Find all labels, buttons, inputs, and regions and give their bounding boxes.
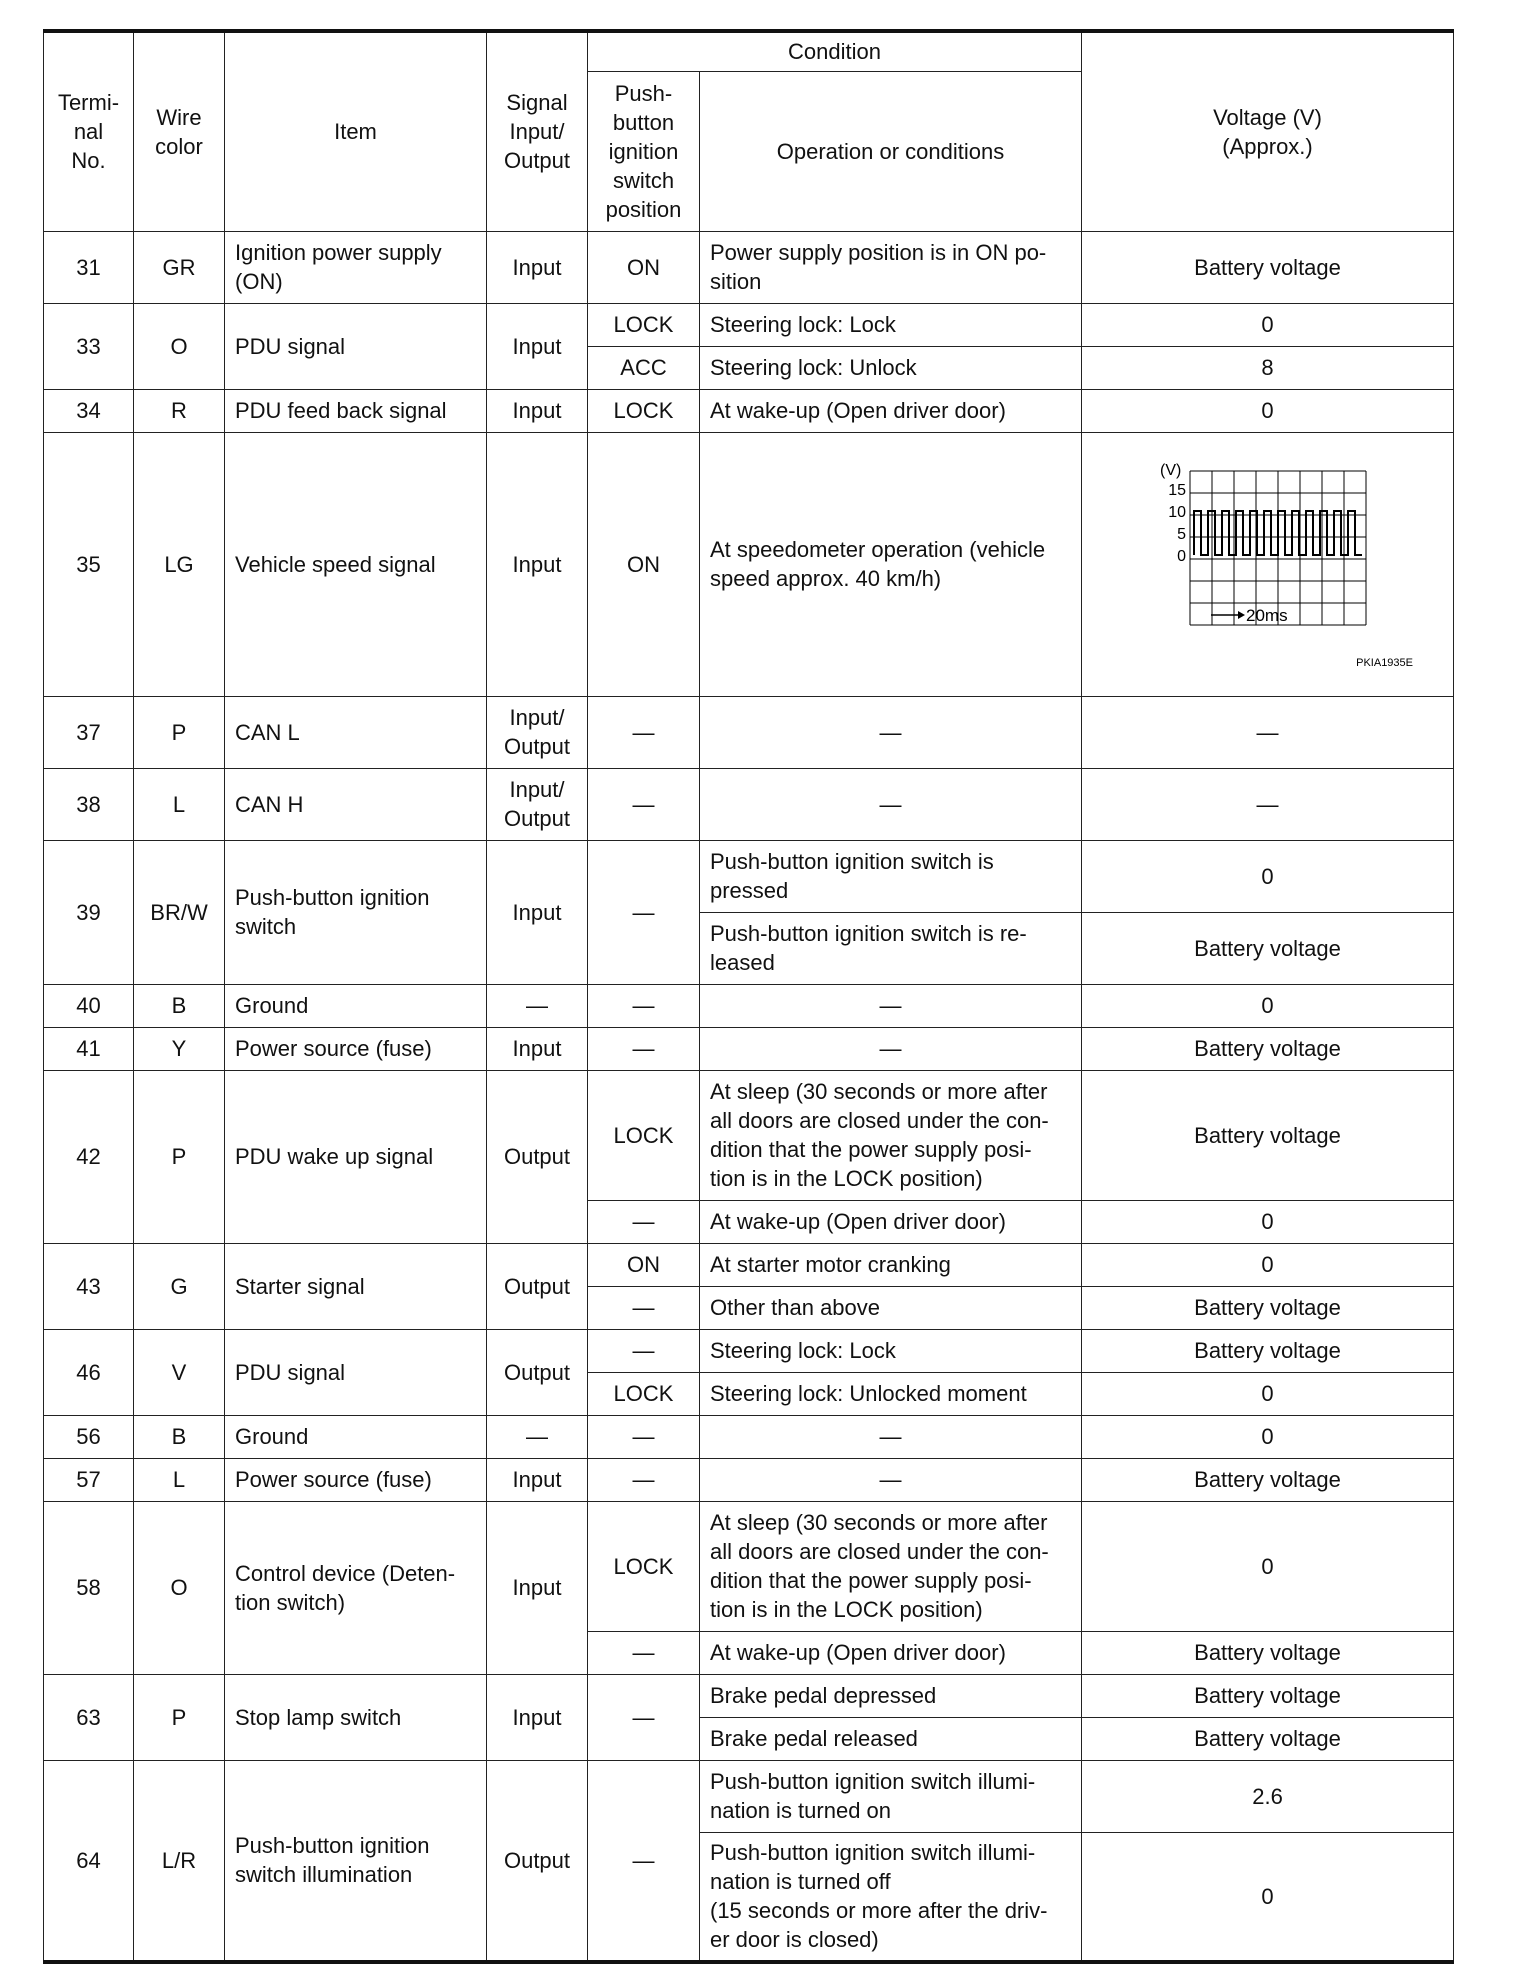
terminal-table-sheet (43, 29, 1453, 1964)
wire-color: GR (134, 231, 225, 303)
operation: — (700, 1027, 1082, 1070)
waveform-y-tick: 15 (1167, 481, 1186, 499)
terminal-no: 46 (44, 1329, 134, 1415)
switch-position: — (588, 1415, 700, 1458)
table-row (44, 1760, 1454, 1832)
item: Starter signal (225, 1243, 487, 1329)
operation: — (700, 1415, 1082, 1458)
operation: At starter motor cranking (700, 1243, 1082, 1286)
table-row (44, 1243, 1454, 1286)
item: PDU signal (225, 1329, 487, 1415)
operation: Push-button ignition switch illumi- nation is turned off (15 seconds or more after the driv- er door is closed) (700, 1832, 1082, 1962)
signal-io: Input (487, 1501, 588, 1674)
switch-position: — (588, 696, 700, 768)
operation: Power supply position is in ON po- sition (700, 231, 1082, 303)
voltage: Battery voltage (1082, 1329, 1454, 1372)
wire-color: B (134, 1415, 225, 1458)
voltage: 0 (1082, 1372, 1454, 1415)
operation: At sleep (30 seconds or more after all doors are closed under the con- dition that the power supply posi- tion is in the LOCK position) (700, 1501, 1082, 1631)
operation: — (700, 768, 1082, 840)
item: CAN H (225, 768, 487, 840)
operation: At speedometer operation (vehicle speed approx. 40 km/h) (700, 432, 1082, 696)
wire-color: O (134, 303, 225, 389)
voltage: Battery voltage (1082, 1674, 1454, 1717)
switch-position: ON (588, 1243, 700, 1286)
header-signal-io: Signal Input/ Output (487, 31, 588, 231)
switch-position: — (588, 768, 700, 840)
signal-io: Input (487, 303, 588, 389)
item: Ground (225, 1415, 487, 1458)
voltage: Battery voltage (1082, 1286, 1454, 1329)
signal-io: Output (487, 1329, 588, 1415)
switch-position: — (588, 1458, 700, 1501)
signal-io: Input (487, 389, 588, 432)
switch-position: — (588, 1027, 700, 1070)
signal-io: Input (487, 432, 588, 696)
wire-color: O (134, 1501, 225, 1674)
table-row (44, 840, 1454, 912)
switch-position: — (588, 1631, 700, 1674)
operation: At wake-up (Open driver door) (700, 1631, 1082, 1674)
operation: Steering lock: Unlocked moment (700, 1372, 1082, 1415)
wire-color: Y (134, 1027, 225, 1070)
terminal-no: 33 (44, 303, 134, 389)
operation: At wake-up (Open driver door) (700, 389, 1082, 432)
switch-position: LOCK (588, 1501, 700, 1631)
voltage: Battery voltage (1082, 1070, 1454, 1200)
operation: Push-button ignition switch is pressed (700, 840, 1082, 912)
switch-position: — (588, 1286, 700, 1329)
signal-io: Output (487, 1243, 588, 1329)
terminal-no: 31 (44, 231, 134, 303)
terminal-no: 56 (44, 1415, 134, 1458)
table-row (44, 984, 1454, 1027)
switch-position: — (588, 1200, 700, 1243)
wire-color: L (134, 1458, 225, 1501)
terminal-no: 57 (44, 1458, 134, 1501)
operation: Steering lock: Lock (700, 1329, 1082, 1372)
wire-color: L (134, 768, 225, 840)
item: PDU feed back signal (225, 389, 487, 432)
operation: Brake pedal depressed (700, 1674, 1082, 1717)
signal-io: Input (487, 840, 588, 984)
voltage: — (1082, 696, 1454, 768)
operation: Brake pedal released (700, 1717, 1082, 1760)
table-row (44, 1329, 1454, 1372)
waveform-unit-label: (V) (1159, 461, 1181, 479)
header-wire-color: Wire color (134, 31, 225, 231)
voltage: Battery voltage (1082, 1458, 1454, 1501)
voltage: 0 (1082, 389, 1454, 432)
wire-color: P (134, 1070, 225, 1243)
terminal-no: 37 (44, 696, 134, 768)
signal-io: Input (487, 1674, 588, 1760)
switch-position: ACC (588, 346, 700, 389)
terminal-no: 58 (44, 1501, 134, 1674)
operation: — (700, 984, 1082, 1027)
switch-position: LOCK (588, 303, 700, 346)
operation: Steering lock: Unlock (700, 346, 1082, 389)
operation: Push-button ignition switch is re- leased (700, 912, 1082, 984)
terminal-no: 40 (44, 984, 134, 1027)
terminal-no: 35 (44, 432, 134, 696)
waveform-y-tick: 10 (1167, 503, 1186, 521)
header-condition: Condition (588, 31, 1082, 71)
switch-position: — (588, 984, 700, 1027)
item: CAN L (225, 696, 487, 768)
switch-position: — (588, 1674, 700, 1760)
voltage: 8 (1082, 346, 1454, 389)
operation: Other than above (700, 1286, 1082, 1329)
item: Ignition power supply (ON) (225, 231, 487, 303)
table-row (44, 1415, 1454, 1458)
item: Control device (Deten- tion switch) (225, 1501, 487, 1674)
item: PDU wake up signal (225, 1070, 487, 1243)
wire-color: L/R (134, 1760, 225, 1962)
item: Power source (fuse) (225, 1027, 487, 1070)
voltage: 0 (1082, 1243, 1454, 1286)
switch-position: LOCK (588, 389, 700, 432)
voltage-waveform-cell (1082, 432, 1454, 696)
switch-position: — (588, 840, 700, 984)
signal-io: Input (487, 1027, 588, 1070)
operation: — (700, 696, 1082, 768)
time-scale-arrowhead (1238, 611, 1245, 619)
vehicle-speed-waveform (1118, 451, 1418, 671)
voltage: 0 (1082, 1415, 1454, 1458)
signal-io: Input/ Output (487, 696, 588, 768)
switch-position: ON (588, 231, 700, 303)
wire-color: B (134, 984, 225, 1027)
item: Stop lamp switch (225, 1674, 487, 1760)
voltage: — (1082, 768, 1454, 840)
switch-position: LOCK (588, 1070, 700, 1200)
waveform-y-tick: 0 (1176, 547, 1186, 565)
terminal-no: 64 (44, 1760, 134, 1962)
voltage: Battery voltage (1082, 1027, 1454, 1070)
voltage: 2.6 (1082, 1760, 1454, 1832)
table-row (44, 1674, 1454, 1717)
voltage: Battery voltage (1082, 231, 1454, 303)
wire-color: BR/W (134, 840, 225, 984)
item: Ground (225, 984, 487, 1027)
voltage: Battery voltage (1082, 912, 1454, 984)
table-row (44, 389, 1454, 432)
table-row (44, 303, 1454, 346)
switch-position: — (588, 1329, 700, 1372)
signal-io: — (487, 1415, 588, 1458)
table-row (44, 696, 1454, 768)
header-push-button-position: Push- button ignition switch position (588, 71, 700, 231)
operation: Push-button ignition switch illumi- nation is turned on (700, 1760, 1082, 1832)
wire-color: P (134, 696, 225, 768)
switch-position: ON (588, 432, 700, 696)
wire-color: LG (134, 432, 225, 696)
table-row (44, 1070, 1454, 1200)
signal-io: Output (487, 1070, 588, 1243)
wire-color: R (134, 389, 225, 432)
signal-io: Output (487, 1760, 588, 1962)
voltage: 0 (1082, 1501, 1454, 1631)
operation: At sleep (30 seconds or more after all doors are closed under the con- dition that the power supply posi- tion is in the LOCK position) (700, 1070, 1082, 1200)
switch-position: — (588, 1760, 700, 1962)
terminal-no: 63 (44, 1674, 134, 1760)
item: Power source (fuse) (225, 1458, 487, 1501)
table-row (44, 1501, 1454, 1631)
waveform-y-tick: 5 (1176, 525, 1186, 543)
pulse-signal-trace (1194, 511, 1362, 555)
table-row (44, 1027, 1454, 1070)
header-terminal-no: Termi- nal No. (44, 31, 134, 231)
figure-code: PKIA1935E (1355, 656, 1413, 669)
signal-io: Input/ Output (487, 768, 588, 840)
wire-color: G (134, 1243, 225, 1329)
terminal-no: 43 (44, 1243, 134, 1329)
terminal-no: 42 (44, 1070, 134, 1243)
header-item: Item (225, 31, 487, 231)
voltage: 0 (1082, 303, 1454, 346)
table-row (44, 432, 1454, 696)
switch-position: LOCK (588, 1372, 700, 1415)
header-voltage: Voltage (V) (Approx.) (1082, 31, 1454, 231)
item: Push-button ignition switch (225, 840, 487, 984)
signal-io: Input (487, 231, 588, 303)
voltage: 0 (1082, 984, 1454, 1027)
voltage: Battery voltage (1082, 1631, 1454, 1674)
waveform-time-label: 20ms (1245, 605, 1288, 625)
terminal-no: 39 (44, 840, 134, 984)
terminal-no: 41 (44, 1027, 134, 1070)
item: PDU signal (225, 303, 487, 389)
table-row (44, 231, 1454, 303)
voltage: 0 (1082, 840, 1454, 912)
signal-io: — (487, 984, 588, 1027)
operation: Steering lock: Lock (700, 303, 1082, 346)
table-row (44, 768, 1454, 840)
header-operation-conditions: Operation or conditions (700, 71, 1082, 231)
voltage: 0 (1082, 1832, 1454, 1962)
terminal-table (43, 29, 1454, 1964)
operation: — (700, 1458, 1082, 1501)
item: Push-button ignition switch illumination (225, 1760, 487, 1962)
terminal-no: 34 (44, 389, 134, 432)
voltage: Battery voltage (1082, 1717, 1454, 1760)
table-row (44, 1458, 1454, 1501)
item: Vehicle speed signal (225, 432, 487, 696)
operation: At wake-up (Open driver door) (700, 1200, 1082, 1243)
wire-color: V (134, 1329, 225, 1415)
wire-color: P (134, 1674, 225, 1760)
terminal-no: 38 (44, 768, 134, 840)
signal-io: Input (487, 1458, 588, 1501)
voltage: 0 (1082, 1200, 1454, 1243)
